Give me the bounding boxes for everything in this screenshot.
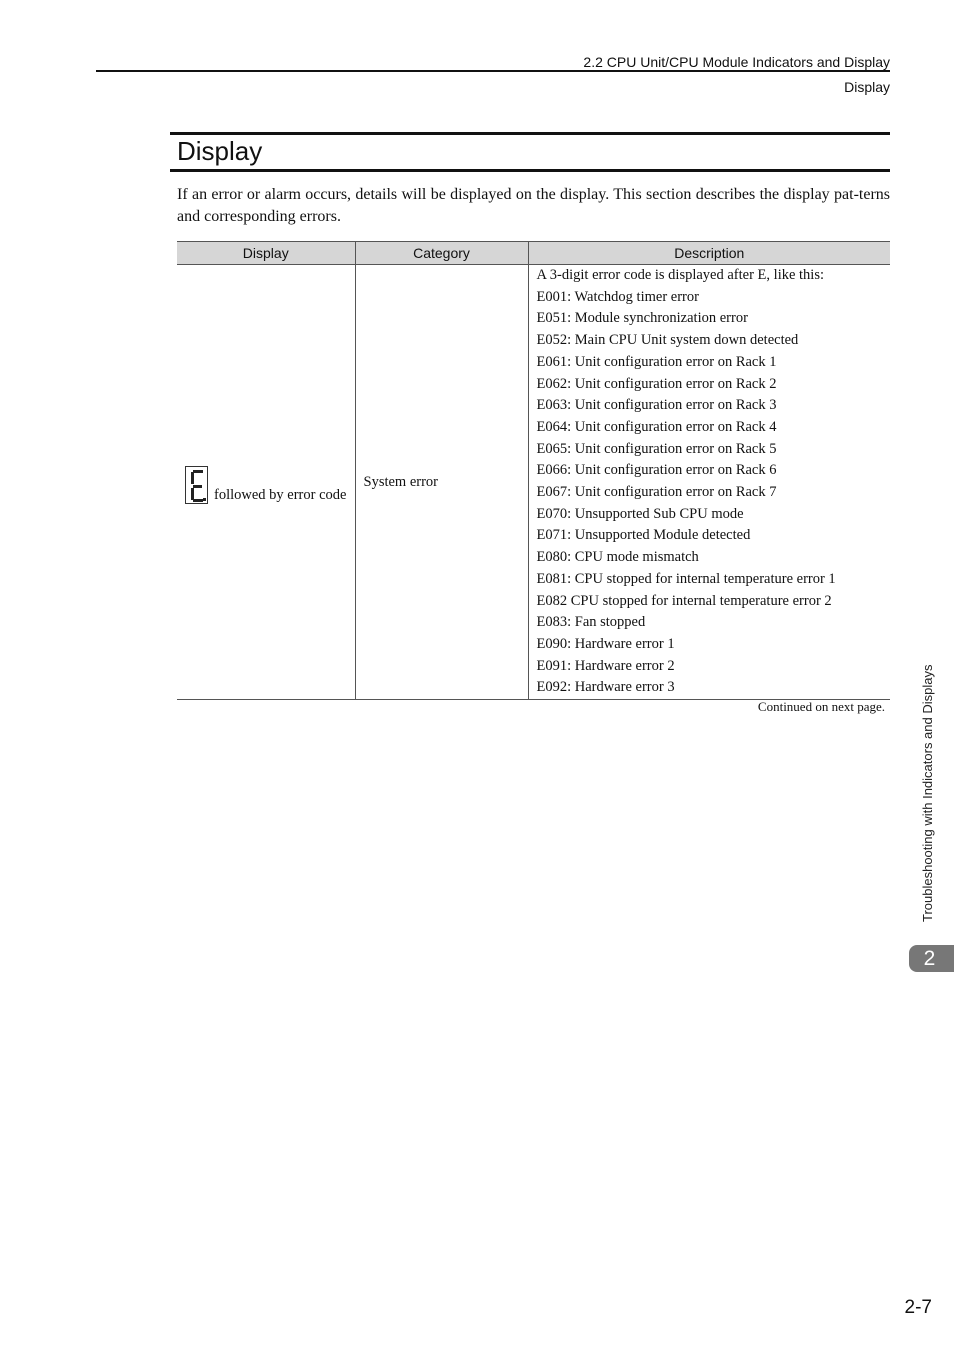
table-row [177,265,890,700]
column-header-category: Category [355,242,528,265]
description-line: E081: CPU stopped for internal temperature error 1 [536,570,836,587]
error-table [177,241,890,700]
seven-segment-e-icon [185,466,208,504]
title-block [170,132,890,172]
intro-paragraph: If an error or alarm occurs, details will be displayed on the display. This section describes the display pat-terns and corresponding errors. [177,186,890,225]
display-cell [177,265,355,700]
category-cell: System error [355,265,528,700]
description-line: E052: Main CPU Unit system down detected [536,332,799,349]
description-line: E065: Unit configuration error on Rack 5 [536,440,777,457]
description-line: E064: Unit configuration error on Rack 4 [536,418,777,435]
description-cell [528,265,890,700]
page-title: Display [177,136,263,166]
description-line: E090: Hardware error 1 [536,635,675,652]
description-line: E067: Unit configuration error on Rack 7 [536,484,777,501]
description-line: E063: Unit configuration error on Rack 3 [536,397,777,414]
page-number: 2-7 [904,1297,932,1318]
header-subsection: Display [844,79,890,95]
running-header [583,50,890,100]
header-section: 2.2 CPU Unit/CPU Module Indicators and Display [583,54,890,70]
table-header-row [177,242,890,265]
description-line: E061: Unit configuration error on Rack 1 [536,353,777,370]
description-line: E070: Unsupported Sub CPU mode [536,505,744,522]
display-text: followed by error code [214,487,347,504]
side-tab-label: Troubleshooting with Indicators and Displays [920,664,935,922]
header-rule [96,70,890,72]
description-line: E062: Unit configuration error on Rack 2 [536,375,777,392]
description-line: E082 CPU stopped for internal temperature error 2 [536,592,832,609]
description-line: E083: Fan stopped [536,614,646,631]
chapter-number-badge: 2 [909,945,954,972]
column-header-display: Display [177,242,355,265]
description-line: E071: Unsupported Module detected [536,527,751,544]
description-line: A 3-digit error code is displayed after E, like this: [536,267,825,283]
continued-note: Continued on next page. [757,699,885,714]
description-line: E051: Module synchronization error [536,310,748,327]
description-line: E092: Hardware error 3 [536,679,675,696]
description-line: E091: Hardware error 2 [536,657,675,674]
description-line: E001: Watchdog timer error [536,288,699,305]
description-line: E066: Unit configuration error on Rack 6 [536,462,777,479]
description-line: E080: CPU mode mismatch [536,549,699,566]
column-header-description: Description [528,242,890,265]
description-list [537,265,883,699]
